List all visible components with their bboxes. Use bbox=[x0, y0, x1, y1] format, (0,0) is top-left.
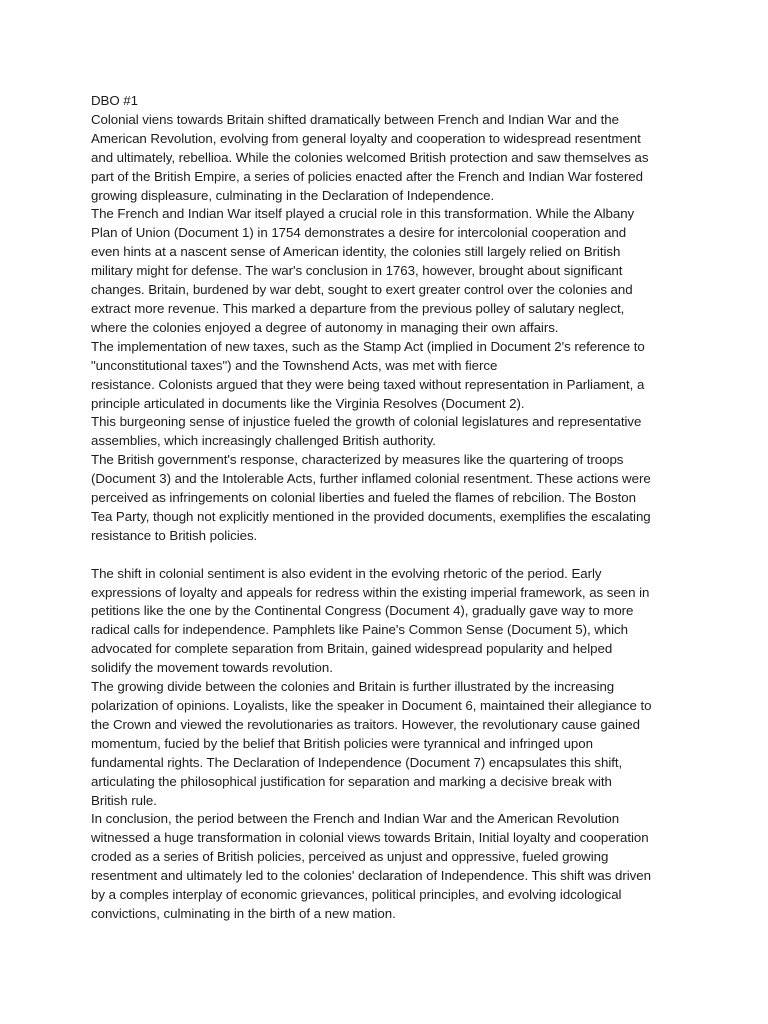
paragraph-divide: The growing divide between the colonies and Britain is further illustrated by the increasing polarization of opinions. Loyalists, like the speaker in Document 6, maintained their allegiance to the Crown and viewed the revolutionaries as traitors. However, the revolutionary cause gained momentum, fucied by the belief that British policies were tyrannical and infringed upon fundamental rights. The Declaration of Independence (Document 7) encapsulates this shift, articulating the philosophical justification for separation and marking a decisive break with British rule. bbox=[91, 679, 652, 808]
paragraph-spacer bbox=[91, 546, 691, 565]
paragraph-rhetoric: The shift in colonial sentiment is also evident in the evolving rhetoric of the period. Early expressions of loyalty and appeals for redress within the existing imperial framework, as seen in petitions like the one by the Continental Congress (Document 4), gradually gave way to more radical calls for independence. Pamphlets like Paine's Common Sense (Document 5), which advocated for complete separation from Britain, gained widespread popularity and helped solidify the movement towards revolution. bbox=[91, 565, 650, 676]
paragraph-conclusion: In conclusion, the period between the French and Indian War and the American Revolution witnessed a huge transformation in colonial views towards Britain, Initial loyalty and cooperation croded as a series of British policies, perceived as unjust and oppressive, fueled growing resentment and ultimately led to the colonies' declaration of Independence. This shift was driven by a comples interplay of economic grievances, political principles, and evolving idcological convictions, culminating in the birth of a new mation. bbox=[91, 811, 651, 921]
paragraph-taxes: The implementation of new taxes, such as the Stamp Act (implied in Document 2's reference to "unconstitutional taxes") and the Townshend Acts, was met with fierce resistance. Colonists argued that they were being taxed without representation in Parliament, a principle articulated in documents like the Virginia Resolves (Document 2). bbox=[91, 338, 645, 411]
document-body bbox=[91, 92, 691, 924]
paragraph-british-response: The British government's response, characterized by measures like the quartering of troops (Document 3) and the Intolerable Acts, further inflamed colonial resentment. These actions were perceived as infringements on colonial liberties and fueled the flames of rebcilion. The Boston Tea Party, though not explicitly mentioned in the provided documents, exemplifies the escalating resistance to British policies. bbox=[91, 452, 651, 543]
document-heading: DBO #1 bbox=[91, 93, 138, 108]
paragraph-intro: Colonial viens towards Britain shifted dramatically between French and Indian War and the American Revolution, evolving from general loyalty and cooperation to widespread resentment and ultimately, rebellioa. While the colonies welcomed British protection and saw themselves as part of the British Empire, a series of policies enacted after the French and Indian War fostered growing displeasure, culminating in the Declaration of Independence. bbox=[91, 111, 649, 203]
paragraph-injustice: This burgeoning sense of injustice fueled the growth of colonial legislatures and representative assemblies, which increasingly challenged British authority. bbox=[91, 414, 642, 449]
paragraph-french-indian-war: The French and Indian War itself played a crucial role in this transformation. While the Albany Plan of Union (Document 1) in 1754 demonstrates a desire for intercolonial cooperation and even hints at a nascent sense of American identity, the colonies still largely relied on British military might for defense. The war's conclusion in 1763, however, brought about significant changes. Britain, burdened by war debt, sought to exert greater control over the colonies and extract more revenue. This marked a departure from the previous polley of salutary neglect, where the colonies enjoyed a degree of autonomy in managing their own affairs. bbox=[91, 206, 635, 335]
